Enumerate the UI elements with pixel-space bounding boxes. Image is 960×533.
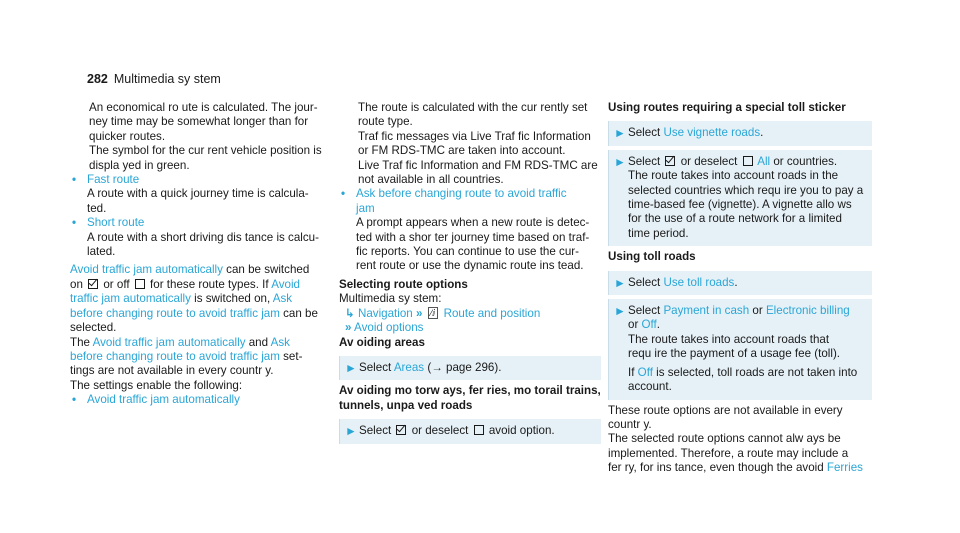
text-line: An economical ro ute is calculated. The jour‐ (89, 101, 318, 114)
text-line: tunnels, unpa ved roads (339, 398, 473, 412)
text: If (628, 365, 638, 379)
column-3 (608, 101, 872, 476)
enable-text: The settings enable the following: (70, 378, 243, 392)
text-line: time-based fee (vignette). A vignette allo ws (628, 198, 852, 212)
text: or deselect (408, 424, 469, 438)
text-line: Traf fic messages via Live Traf fic Information (358, 129, 591, 143)
all-link[interactable]: All (757, 154, 771, 168)
avoid-traffic-jam-link[interactable]: Avoid traffic jam automatically (70, 263, 223, 277)
text: fer ry, for ins tance, even though the avoid (608, 461, 827, 475)
section-heading-motorways (339, 384, 601, 413)
short-route-link[interactable]: Short route (87, 216, 145, 230)
settings-paragraph (70, 336, 328, 379)
text: or off (100, 277, 130, 291)
avoid-traffic-jam-item-link[interactable]: Avoid traffic jam automatically (87, 393, 240, 407)
section-heading-toll-roads: Using toll roads (608, 250, 696, 264)
text: Select (628, 275, 664, 289)
text: Select (628, 154, 661, 168)
step-arrow-icon: ► (614, 154, 626, 169)
text: or deselect (677, 154, 738, 168)
list-item-fast-route (70, 173, 328, 216)
text-line: The symbol for the cur rent vehicle position is (89, 144, 322, 158)
step-select-areas (339, 356, 601, 380)
navigation-link[interactable]: Navigation (357, 306, 413, 320)
bullet-icon: • (72, 173, 77, 187)
column-1 (70, 101, 328, 408)
bullet-icon: • (72, 216, 77, 230)
checkbox-checked-icon (665, 156, 675, 166)
text: can be (279, 306, 318, 320)
text-line: account. (628, 380, 672, 394)
bullet-icon: • (341, 187, 346, 201)
step-arrow-icon: ► (614, 304, 626, 319)
text-line: The selected route options cannot alw ays be (608, 432, 841, 446)
text-line: ted with a shor ter journey time based on traf‐ (356, 230, 590, 244)
text-line: requ ire the payment of a usage fee (toll). (628, 347, 841, 361)
text: can be switched (222, 263, 310, 277)
text-line: Av oiding mo torw ays, fer ries, mo torail trains, (339, 384, 601, 398)
checkbox-checked-icon (88, 279, 98, 289)
areas-link[interactable]: Areas (393, 360, 425, 374)
page-number: 282 (87, 72, 108, 86)
text-line: displa yed in green. (89, 158, 190, 172)
text: Select (628, 126, 664, 140)
text-line: The route is calculated with the cur rently set (358, 101, 588, 114)
ask-link[interactable]: Ask (272, 292, 293, 306)
off-link[interactable]: Off (641, 318, 657, 332)
text-line: The route takes into account roads that (628, 332, 830, 346)
fast-route-link[interactable]: Fast route (87, 173, 140, 187)
text: is selected, toll roads are not taken into (652, 365, 858, 379)
text-line: implemented. Therefore, a route may include a (608, 446, 849, 460)
text-line: rent route or use the dynamic route ins tead. (356, 259, 584, 273)
text-line: A route with a short driving dis tance is calcu‐ (87, 230, 319, 244)
bullet-icon: • (72, 393, 77, 407)
list-item-ask (339, 187, 601, 273)
ferries-link[interactable]: Ferries (826, 461, 863, 475)
step-select-avoid-option (339, 419, 601, 443)
text-line: quicker routes. (89, 129, 166, 143)
text: . (656, 318, 661, 332)
text-line: selected. (70, 321, 117, 335)
avoid-paragraph (70, 263, 328, 335)
text: or countries. (770, 154, 838, 168)
text: on (70, 277, 83, 291)
section-heading-toll-sticker: Using routes requiring a special toll sticker (608, 101, 846, 114)
ask-link-2[interactable]: Ask (270, 335, 290, 349)
text-line: These route options are not available in every (608, 403, 843, 417)
step-arrow-icon: ► (345, 360, 357, 375)
text: set- (279, 349, 303, 363)
section-heading-route-options: Selecting route options (339, 277, 468, 291)
text-line: A route with a quick journey time is calcula‐ (87, 187, 309, 201)
double-chevron-icon: » (415, 306, 423, 320)
text-line: tings are not available in every countr y. (70, 364, 274, 378)
text-line: countr y. (608, 417, 652, 431)
step-vignette (608, 121, 872, 145)
double-chevron-icon: » (345, 321, 352, 335)
text-line: fic reports. You can continue to use the cur‐ (356, 245, 579, 259)
implementation-note (608, 432, 872, 475)
route-calc-desc (339, 101, 601, 187)
text: The (70, 335, 93, 349)
text: Select (359, 360, 394, 374)
nav-path-2 (339, 321, 601, 335)
use-vignette-roads-link[interactable]: Use vignette roads (663, 126, 761, 140)
step-payment (608, 299, 872, 399)
text: . (760, 126, 764, 140)
payment-in-cash-link[interactable]: Payment in cash (663, 304, 750, 318)
ask-link-cont[interactable]: before changing route to avoid traffic jam (70, 306, 280, 320)
ask-link-2-cont[interactable]: before changing route to avoid traffic jam (70, 349, 280, 363)
step-arrow-icon: ► (614, 275, 626, 290)
avoid-options-link[interactable]: Avoid options (354, 321, 424, 335)
step-use-toll-roads (608, 271, 872, 295)
text: avoid option. (485, 424, 555, 438)
step-select-countries (608, 150, 872, 246)
availability-note (608, 404, 872, 433)
column-2 (339, 101, 601, 444)
text: . (734, 275, 738, 289)
off-link-2[interactable]: Off (637, 365, 653, 379)
text: Select (628, 304, 664, 318)
route-position-link[interactable]: Route and position (443, 306, 541, 320)
route-glyph-icon: ⁄ⅈ (428, 307, 439, 319)
text-line: ney time may be somewhat longer than for (89, 115, 309, 129)
text: is switched on, (190, 292, 273, 306)
ask-before-changing-link[interactable]: Ask before changing route to avoid traffic (356, 187, 567, 201)
avoid-traffic-jam-link-2[interactable]: Avoid traffic jam automatically (92, 335, 246, 349)
page-title: Multimedia sy stem (113, 72, 221, 86)
text-line: not available in all countries. (358, 173, 504, 187)
text: Select (359, 424, 392, 438)
economical-description (70, 101, 328, 173)
return-arrow-icon: ↳ (345, 306, 355, 320)
step-arrow-icon: ► (345, 424, 357, 439)
page-header (87, 72, 221, 86)
ask-before-changing-link-cont[interactable]: jam (356, 201, 375, 215)
text: or (628, 318, 642, 332)
text-line: selected countries which requ ire you to pay a (628, 183, 864, 197)
text-line: The route takes into account roads in the (628, 169, 839, 183)
checkbox-checked-icon (396, 425, 406, 435)
checkbox-empty-icon (743, 156, 753, 166)
text: or (749, 304, 766, 318)
step-arrow-icon: ► (614, 126, 626, 141)
text-line: route type. (358, 115, 413, 129)
use-toll-roads-link[interactable]: Use toll roads (663, 275, 735, 289)
section-heading-avoiding-areas: Av oiding areas (339, 335, 425, 349)
text: for these route types. If (146, 277, 272, 291)
list-item-avoid (70, 393, 328, 407)
text-line: Live Traf fic Information and FM RDS-TMC are (358, 158, 598, 172)
text-line: lated. (87, 245, 116, 259)
electronic-billing-link[interactable]: Electronic billing (765, 304, 850, 318)
nav-path (339, 307, 601, 321)
avoid-link[interactable]: Avoid (271, 277, 300, 291)
text: (→ page 296). (424, 360, 502, 374)
checkbox-empty-icon (135, 279, 145, 289)
text-line: A prompt appears when a new route is detec‐ (356, 216, 590, 230)
text-line: or FM RDS-TMC are taken into account. (358, 144, 566, 158)
text-line: Multimedia sy stem: (339, 292, 442, 306)
checkbox-empty-icon (474, 425, 484, 435)
list-item-short-route (70, 216, 328, 259)
text-line: for the use of a route network for a limited (628, 212, 842, 226)
text: and (245, 335, 271, 349)
text-line: time period. (628, 226, 689, 240)
text-line: ted. (87, 201, 107, 215)
avoid-link-cont[interactable]: traffic jam automatically (70, 292, 191, 306)
